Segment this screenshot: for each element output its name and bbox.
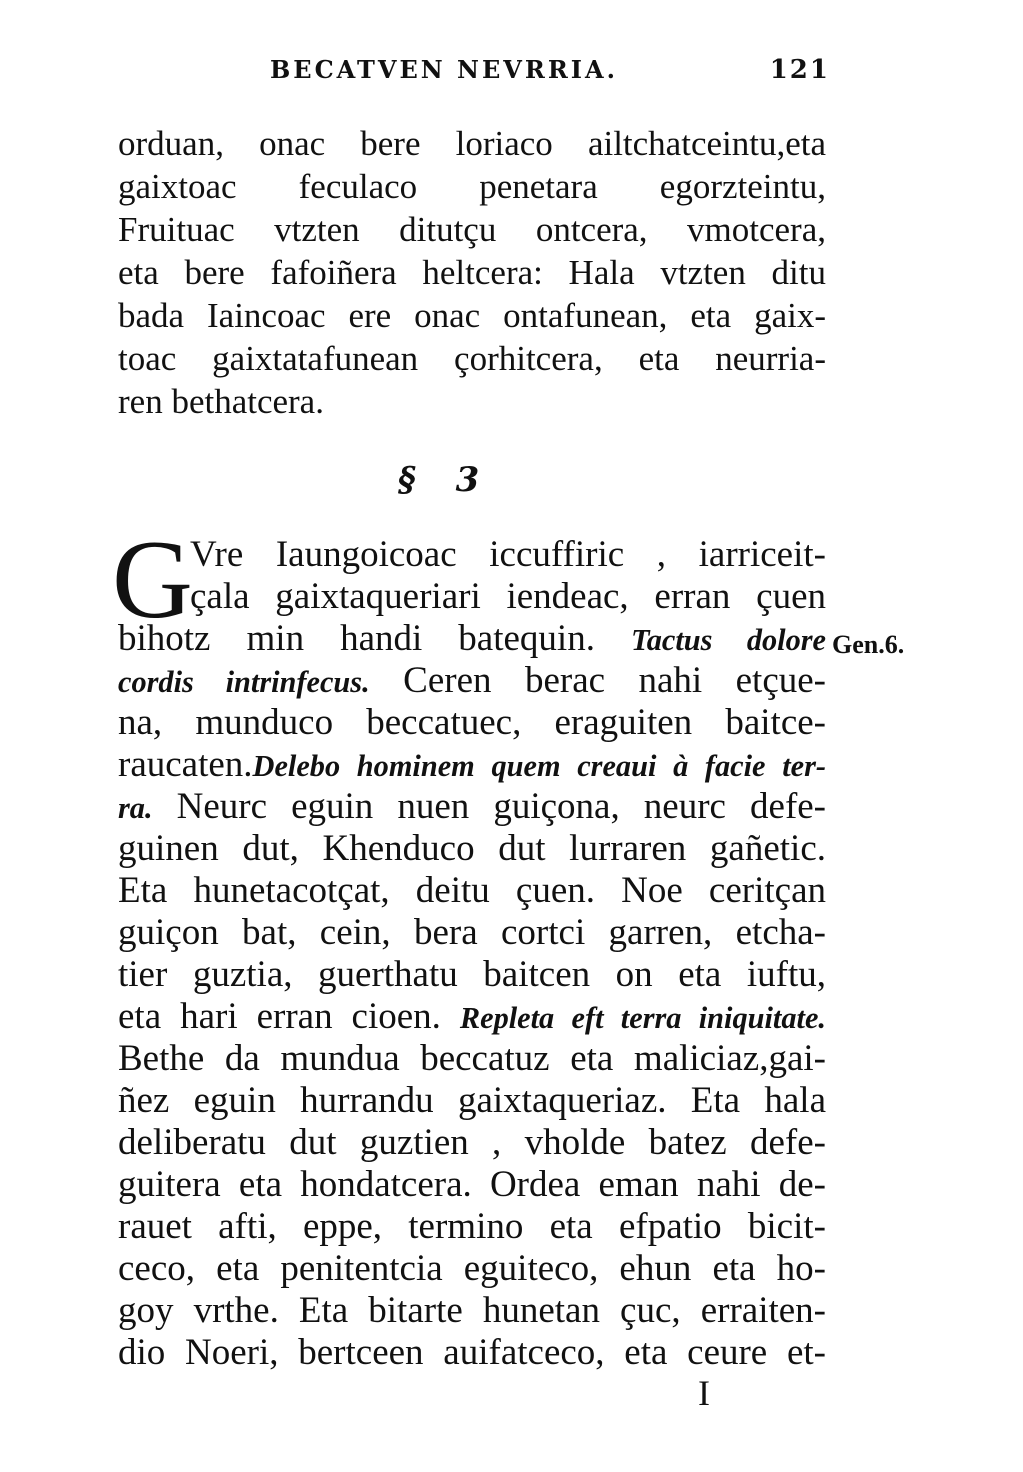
text-line: Fruituac vtzten ditutçu ontcera, vmotcera, [118,210,826,249]
latin-quote: ra. [118,791,153,825]
main-paragraph [118,534,826,1374]
text-line: rauet afti, eppe, termino eta efpatio bicit- [118,1206,826,1247]
text-span: eta hari erran cioen. [118,996,441,1037]
page-number: 121 [769,55,830,85]
text-line: goy vrthe. Eta bitarte hunetan çuc, erraiten- [118,1290,826,1331]
text-line [118,744,826,786]
margin-note: Gen.6. [832,630,905,659]
text-line: guitera eta hondatcera. Ordea eman nahi de- [118,1164,826,1205]
text-line [118,786,826,828]
text-line: dio Noeri, bertceen auifatceco, eta ceure et- [118,1332,826,1373]
latin-quote: Tactus dolore [631,623,826,657]
text-line [118,618,826,660]
text-line: toac gaixtatafunean çorhitcera, eta neurria- [118,339,826,378]
text-line: guinen dut, Khenduco dut lurraren gañetic. [118,828,826,869]
text-line: Eta hunetacotçat, deitu çuen. Noe ceritçan [118,870,826,911]
signature-mark: I [698,1373,710,1413]
text-line: ren bethatcera. [118,382,324,421]
text-span: Neurc eguin nuen guiçona, neurc defe- [176,786,827,827]
text-span: Ceren berac nahi etçue- [403,660,827,701]
text-line [118,996,826,1038]
top-paragraph [118,122,826,423]
text-span: raucaten. [118,744,253,785]
text-line: Bethe da mundua beccatuz eta maliciaz,gai- [118,1038,826,1079]
text-line: eta bere fafoiñera heltcera: Hala vtzten ditu [118,253,826,292]
latin-quote: cordis intrinfecus. [118,665,370,699]
text-line: Vre Iaungoicoac iccuffiric , iarriceit- [190,534,826,575]
text-line: çala gaixtaqueriari iendeac, erran çuen [190,576,826,617]
text-line: orduan, onac bere loriaco ailtchatceintu,eta [118,124,826,163]
drop-cap: G [112,518,193,642]
latin-quote: Delebo hominem quem creaui à facie ter- [252,749,826,783]
text-line: tier guztia, guerthatu baitcen on eta iuftu, [118,954,826,995]
text-line: deliberatu dut guztien , vholde batez defe- [118,1122,826,1163]
section-mark: § 3 [398,460,494,500]
text-line: ceco, eta penitentcia eguiteco, ehun eta ho- [118,1248,826,1289]
latin-quote: Repleta eft terra iniquitate. [459,1001,826,1035]
page-header [270,55,830,95]
text-line: guiçon bat, cein, bera cortci garren, etcha- [118,912,826,953]
text-span: bihotz min handi batequin. [118,618,595,659]
text-line: ñez eguin hurrandu gaixtaqueriaz. Eta hala [118,1080,826,1121]
text-line: gaixtoac feculaco penetara egorzteintu, [118,167,826,206]
running-head: BECATVEN NEVRRIA. [270,55,618,84]
text-line: bada Iaincoac ere onac ontafunean, eta gaix- [118,296,826,335]
text-line: na, munduco beccatuec, eraguiten baitce- [118,702,826,743]
text-line [118,660,826,702]
